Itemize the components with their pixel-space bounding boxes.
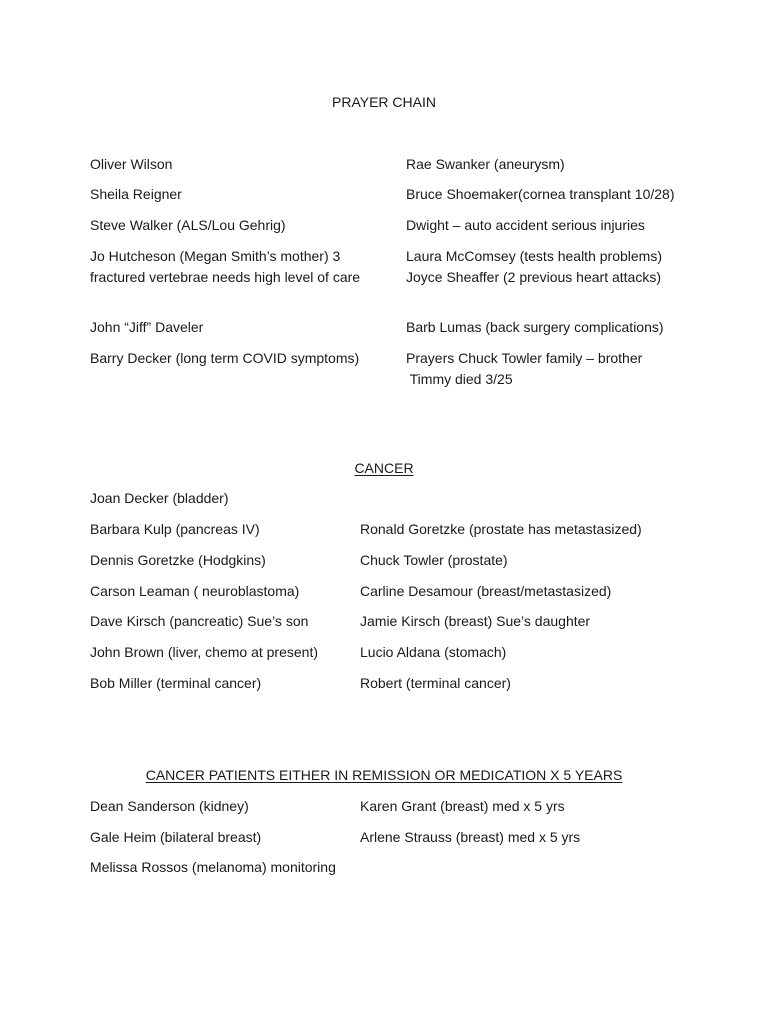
cancer-entry: Joan Decker (bladder) [90, 490, 229, 506]
page-title: PRAYER CHAIN [332, 94, 436, 110]
cancer-entry: Lucio Aldana (stomach) [360, 644, 507, 660]
prayer-entry: Dwight – auto accident serious injuries [406, 217, 645, 233]
prayer-entry: Oliver Wilson [90, 156, 173, 172]
cancer-entry: Dave Kirsch (pancreatic) Sue’s son [90, 613, 309, 629]
prayer-entry: Bruce Shoemaker(cornea transplant 10/28) [406, 186, 675, 202]
remission-entry: Melissa Rossos (melanoma) monitoring [90, 859, 336, 875]
remission-entry: Gale Heim (bilateral breast) [90, 829, 262, 845]
cancer-entry: Dennis Goretzke (Hodgkins) [90, 552, 266, 568]
prayer-entry: Prayers Chuck Towler family – brother [406, 350, 643, 366]
prayer-entry-continued: fractured vertebrae needs high level of care [90, 269, 361, 285]
remission-entry: Karen Grant (breast) med x 5 yrs [360, 798, 565, 814]
cancer-entry: Ronald Goretzke (prostate has metastasized) [360, 521, 642, 537]
cancer-entry: Chuck Towler (prostate) [360, 552, 508, 568]
prayer-entry: Sheila Reigner [90, 186, 182, 202]
prayer-entry-continued: Timmy died 3/25 [406, 371, 513, 387]
remission-entry: Arlene Strauss (breast) med x 5 yrs [360, 829, 581, 845]
cancer-entry: John Brown (liver, chemo at present) [90, 644, 318, 660]
prayer-entry: Joyce Sheaffer (2 previous heart attacks) [406, 269, 661, 285]
cancer-entry: Bob Miller (terminal cancer) [90, 675, 262, 691]
cancer-entry: Carline Desamour (breast/metastasized) [360, 583, 612, 599]
prayer-entry: John “Jiff” Daveler [90, 319, 204, 335]
prayer-entry: Barb Lumas (back surgery complications) [406, 319, 664, 335]
prayer-entry: Jo Hutcheson (Megan Smith’s mother) 3 [90, 248, 341, 264]
prayer-entry: Steve Walker (ALS/Lou Gehrig) [90, 217, 286, 233]
prayer-entry: Laura McComsey (tests health problems) [406, 248, 662, 264]
cancer-entry: Barbara Kulp (pancreas IV) [90, 521, 260, 537]
cancer-entry: Carson Leaman ( neuroblastoma) [90, 583, 300, 599]
cancer-entry: Robert (terminal cancer) [360, 675, 511, 691]
cancer-heading: CANCER [354, 460, 414, 476]
cancer-entry: Jamie Kirsch (breast) Sue’s daughter [360, 613, 591, 629]
remission-heading: CANCER PATIENTS EITHER IN REMISSION OR MEDICATION X 5 YEARS [145, 767, 623, 783]
prayer-entry: Barry Decker (long term COVID symptoms) [90, 350, 360, 366]
remission-entry: Dean Sanderson (kidney) [90, 798, 249, 814]
prayer-entry: Rae Swanker (aneurysm) [406, 156, 565, 172]
